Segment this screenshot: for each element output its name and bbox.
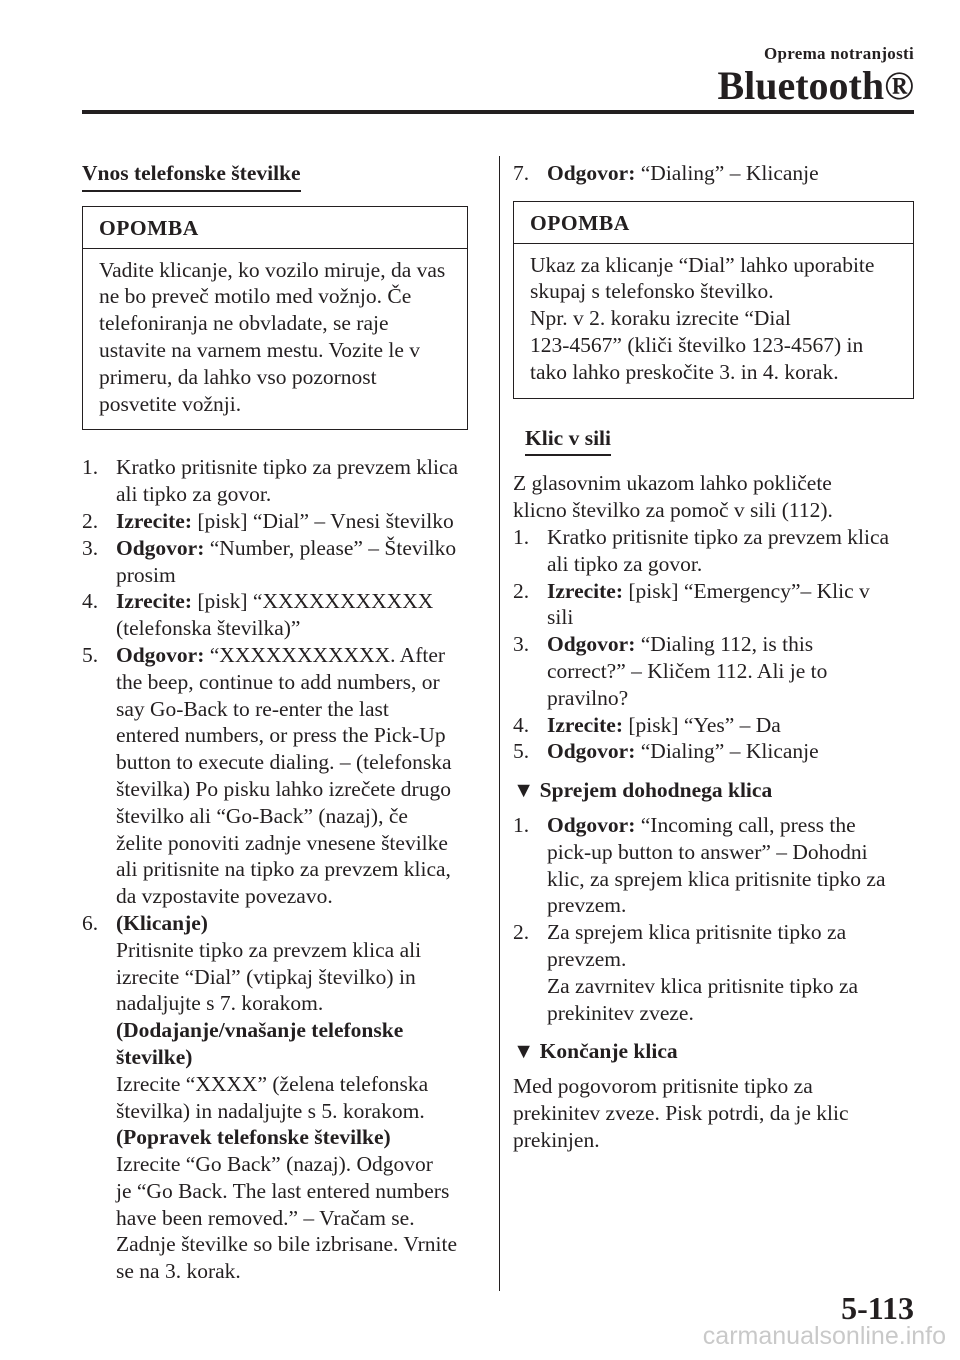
step-line: Kratko pritisnite tipko za prevzem klica (547, 524, 890, 549)
step-line: pick-up button to answer” – Dohodni (547, 839, 868, 864)
step-line: prevzem. (547, 893, 627, 918)
step-keyword: Izrecite: (116, 589, 192, 614)
step-item (513, 738, 914, 765)
note-line: Ukaz za klicanje “Dial” lahko uporabite (530, 252, 875, 277)
step-number: 2. (82, 508, 99, 533)
step-item (513, 578, 914, 632)
step-line: želite ponoviti zadnje vnesene številke (116, 830, 448, 855)
note-line: posvetite vožnji. (99, 391, 242, 416)
step-item (82, 454, 468, 508)
step-line: klic, za sprejem klica pritisnite tipko za (547, 866, 886, 891)
left-column (82, 160, 468, 1285)
subsection-heading (513, 1038, 914, 1065)
note-line: tako lahko preskočite 3. in 4. korak. (530, 359, 839, 384)
column-divider (499, 156, 500, 1291)
step-line: [pisk] “XXXXXXXXXXX (192, 589, 434, 614)
note-body (514, 244, 913, 398)
note-line: telefoniranja ne obvladate, se raje (99, 311, 389, 336)
subsection-title: Končanje klica (539, 1039, 678, 1064)
section-heading: Klic v sili (525, 425, 611, 457)
step-line: prosim (116, 562, 176, 587)
note-line: primeru, da lahko vso pozornost (99, 364, 377, 389)
step-line: ali tipko za govor. (116, 482, 272, 507)
step-line: correct?” – Kličem 112. Ali je to (547, 658, 828, 683)
step-number: 7. (513, 161, 530, 185)
step-line: Za sprejem klica pritisnite tipko za (547, 920, 847, 945)
step-line: ali pritisnite na tipko za prevzem klica, (116, 857, 451, 882)
step-line: se na 3. korak. (116, 1259, 241, 1284)
step-line: “Dialing” – Klicanje (635, 739, 819, 764)
step-line: sili (547, 605, 574, 630)
note-line: ne bo preveč motilo med vožnjo. Če (99, 284, 412, 309)
step-keyword: Odgovor: (116, 642, 205, 667)
step-line: Pritisnite tipko za prevzem klica ali (116, 937, 422, 962)
step-item (82, 588, 468, 642)
note-line: Npr. v 2. koraku izrecite “Dial (530, 306, 791, 331)
step-item (82, 535, 468, 589)
note-title: OPOMBA (514, 202, 913, 244)
step-line: button to execute dialing. – (telefonska (116, 750, 452, 775)
step-subtitle: (Dodajanje/vnašanje telefonske (116, 1018, 404, 1043)
note-line: ustavite na varnem mestu. Vozite le v (99, 337, 421, 362)
step-item (82, 642, 468, 910)
step-list (82, 454, 468, 1285)
subsection-title: Sprejem dohodnega klica (539, 778, 773, 803)
step-line: Zadnje številke so bile izbrisane. Vrnite (116, 1232, 458, 1257)
paragraph-line: klicno številko za pomoč v sili (112). (513, 498, 833, 523)
section-heading: Vnos telefonske številke (82, 160, 301, 192)
note-line: skupaj s telefonsko številko. (530, 279, 774, 304)
step-line: je “Go Back. The last entered numbers (116, 1178, 450, 1203)
step-subtitle: (Popravek telefonske številke) (116, 1125, 391, 1150)
step-line: da vzpostavite povezavo. (116, 884, 333, 909)
step-line: say Go-Back to re-enter the last (116, 696, 389, 721)
step-keyword: Odgovor: (116, 535, 205, 560)
step-line: [pisk] “Yes” – Da (623, 712, 781, 737)
step-item (513, 160, 914, 187)
step-number: 2. (513, 578, 530, 603)
note-box (513, 201, 914, 399)
step-line: “XXXXXXXXXXX. After (204, 642, 446, 667)
step-line: pravilno? (547, 685, 629, 710)
triangle-down-icon: ▼ (513, 778, 535, 803)
step-line: prekinitev zveze. (547, 1000, 694, 1025)
header-title: Bluetooth® (717, 63, 914, 108)
step-line: nadaljujte s 7. korakom. (116, 991, 324, 1016)
step-number: 1. (82, 455, 99, 480)
step-subtitle: številke) (116, 1044, 193, 1069)
note-body (83, 249, 467, 430)
step-keyword: Odgovor: (547, 739, 636, 764)
step-line: “Incoming call, press the (635, 812, 856, 837)
step-line: “Dialing” – Klicanje (635, 161, 819, 185)
paragraph-line: Med pogovorom pritisnite tipko za (513, 1074, 813, 1099)
header-section: Oprema notranjosti (763, 44, 914, 63)
step-item (513, 919, 914, 1026)
triangle-down-icon: ▼ (513, 1039, 535, 1064)
step-line: “Dialing 112, is this (635, 632, 814, 657)
step-item (82, 910, 468, 1285)
step-item (82, 508, 468, 535)
step-item (513, 631, 914, 711)
subsection-heading (513, 777, 914, 804)
step-number: 2. (513, 920, 530, 945)
paragraph-line: Z glasovnim ukazom lahko pokličete (513, 471, 832, 496)
note-box (82, 206, 468, 431)
step-number: 4. (82, 589, 99, 614)
step-line: Izrecite “Go Back” (nazaj). Odgovor (116, 1152, 433, 1177)
paragraph-line: prekinitev zveze. Pisk potrdi, da je klic (513, 1100, 849, 1125)
step-number: 4. (513, 712, 530, 737)
note-line: 123-4567” (kliči številko 123-4567) in (530, 332, 864, 357)
step-line: številko ali “Go-Back” (nazaj), če (116, 803, 408, 828)
step-item (513, 712, 914, 739)
step-line: ali tipko za govor. (547, 551, 703, 576)
step-number: 1. (513, 812, 530, 837)
step-subtitle: (Klicanje) (116, 910, 208, 935)
step-line: the beep, continue to add numbers, or (116, 669, 440, 694)
note-line: Vadite klicanje, ko vozilo miruje, da vas (99, 257, 446, 282)
note-title: OPOMBA (83, 207, 467, 249)
step-line: Za zavrnitev klica pritisnite tipko za (547, 973, 859, 998)
step-number: 5. (513, 739, 530, 764)
step-line: številka) in nadaljujte s 5. korakom. (116, 1098, 425, 1123)
paragraph-line: prekinjen. (513, 1127, 600, 1152)
right-column (513, 160, 914, 1154)
step-line: Izrecite “XXXX” (želena telefonska (116, 1071, 429, 1096)
step-keyword: Odgovor: (547, 812, 636, 837)
step-number: 5. (82, 642, 99, 667)
step-keyword: Izrecite: (116, 508, 192, 533)
step-keyword: Izrecite: (547, 712, 623, 737)
step-line: številka) Po pisku lahko izrečete drugo (116, 776, 451, 801)
step-line: [pisk] “Dial” – Vnesi številko (192, 508, 454, 533)
step-line: have been removed.” – Vračam se. (116, 1205, 415, 1230)
page-number: 5-113 (841, 1290, 914, 1326)
step-line: (telefonska številka)” (116, 616, 301, 641)
step-keyword: Odgovor: (547, 161, 636, 185)
step-keyword: Odgovor: (547, 632, 636, 657)
step-keyword: Izrecite: (547, 578, 623, 603)
step-item (513, 524, 914, 578)
step-number: 6. (82, 910, 99, 935)
step-line: entered numbers, or press the Pick-Up (116, 723, 446, 748)
step-number: 3. (513, 632, 530, 657)
step-line: Kratko pritisnite tipko za prevzem klica (116, 455, 459, 480)
step-line: “Number, please” – Številko (204, 535, 457, 560)
header-rule (82, 110, 914, 114)
step-line: [pisk] “Emergency”– Klic v (623, 578, 870, 603)
step-line: prevzem. (547, 946, 627, 971)
step-number: 3. (82, 535, 99, 560)
step-item (513, 812, 914, 919)
step-number: 1. (513, 524, 530, 549)
watermark: carmanualsonline.info (702, 1322, 946, 1350)
step-line: izrecite “Dial” (vtipkaj številko) in (116, 964, 416, 989)
